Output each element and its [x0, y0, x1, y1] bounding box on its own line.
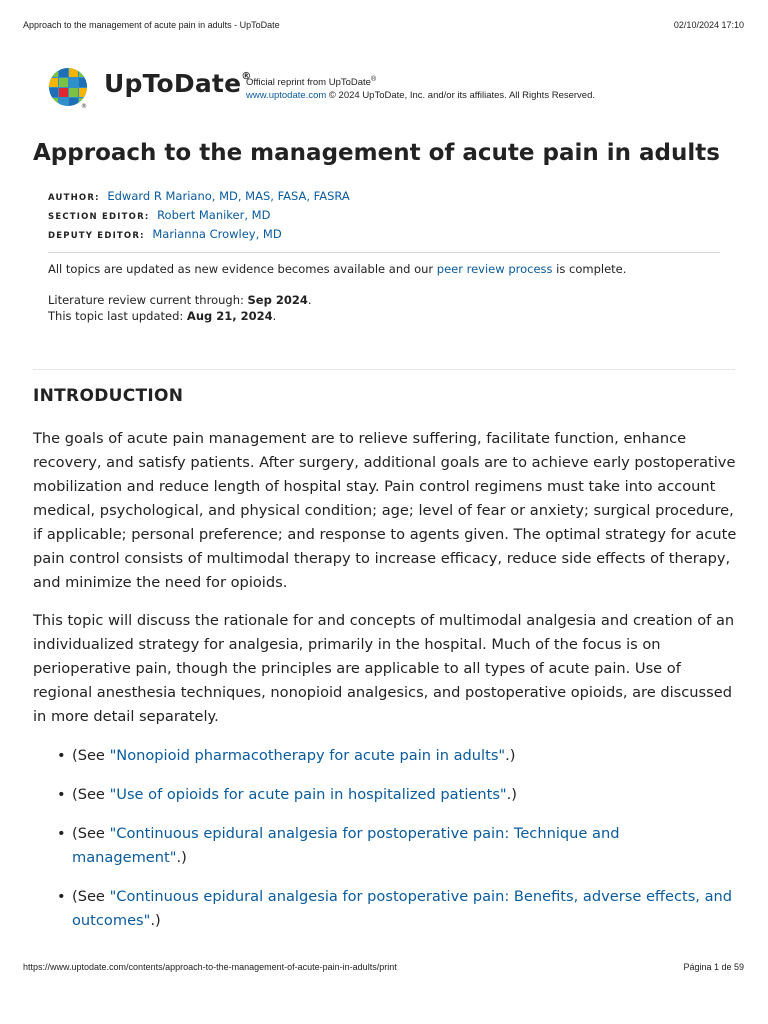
review-dates: [48, 292, 312, 324]
bullet: •: [57, 786, 66, 803]
see-suffix: .): [506, 786, 517, 803]
author-label: AUTHOR:: [48, 193, 100, 203]
print-footer-page: Página 1 de 59: [683, 962, 744, 972]
see-prefix: (See: [72, 747, 110, 764]
last-updated-line: [48, 308, 312, 324]
lit-review-label: Literature review current through:: [48, 293, 248, 307]
author-link[interactable]: Edward R Mariano, MD, MAS, FASA, FASRA: [107, 189, 350, 203]
update-notice: [48, 261, 626, 277]
see-suffix: .): [150, 912, 161, 929]
intro-paragraph-1: The goals of acute pain management are to relieve suffering, facilitate function, enhance recovery, and satisfy patients. After surgery, additional goals are to achieve early postoperative mobilization and reduce length of hospital stay. Pain control regimens must take into account medical, psychological, and physical condition; age; level of fear or anxiety; surgical procedure, if applicable; personal preference; and response to agents given. The optimal strategy for acute pain control consists of multimodal therapy to increase efficacy, reduce side effects of therapy, and minimize the need for opioids.: [33, 430, 737, 591]
print-footer: [23, 962, 744, 974]
section-editor-row: [48, 207, 350, 226]
bullet: •: [57, 747, 66, 764]
see-prefix: (See: [72, 825, 110, 842]
see-prefix: (See: [72, 786, 110, 803]
reprint-notice: [246, 73, 595, 102]
bullet: •: [57, 888, 66, 905]
print-header-title: Approach to the management of acute pain in adults - UpToDate: [23, 20, 280, 30]
deputy-editor-label: DEPUTY EDITOR:: [48, 231, 145, 241]
intro-paragraph-2: This topic will discuss the rationale for and concepts of multimodal analgesia and creation of an individualized strategy for analgesia, primarily in the hospital. Much of the focus is on perioperative pain, though the principles are applicable to all types of acute pain. Use of regional anesthesia techniques, nonopioid analgesics, and postoperative opioids, are discussed in more detail separately.: [33, 612, 735, 725]
uptodate-site-link[interactable]: www.uptodate.com: [246, 90, 327, 102]
copyright-text: © 2024 UpToDate, Inc. and/or its affiliates. All Rights Reserved.: [326, 90, 596, 102]
see-suffix: .): [505, 747, 516, 764]
see-also-item: [33, 744, 737, 768]
lit-review-period: .: [307, 293, 312, 307]
lit-review-line: [48, 292, 312, 308]
see-also-item: [33, 822, 737, 870]
uptodate-globe-icon: [47, 66, 91, 110]
bullet: •: [57, 825, 66, 842]
article-meta: [48, 188, 350, 245]
lit-review-date: Sep 2024: [247, 293, 308, 307]
copyright-line: [246, 89, 595, 102]
peer-review-link[interactable]: peer review process: [436, 262, 553, 276]
section-divider: [33, 369, 735, 370]
print-header: [23, 20, 744, 32]
section-editor-label: SECTION EDITOR:: [48, 212, 150, 222]
print-footer-url: https://www.uptodate.com/contents/approach-to-the-management-of-acute-pain-in-adults/print: [23, 962, 397, 972]
official-reprint-line: [246, 73, 595, 89]
uptodate-logo[interactable]: [47, 66, 252, 110]
see-link-opioids[interactable]: "Use of opioids for acute pain in hospitalized patients": [109, 786, 507, 803]
uptodate-wordmark: [104, 69, 251, 98]
notice-prefix: All topics are updated as new evidence becomes available and our: [48, 262, 437, 276]
see-prefix: (See: [72, 888, 110, 905]
wordmark-text: UpToDate: [104, 69, 242, 98]
section-editor-link[interactable]: Robert Maniker, MD: [157, 208, 271, 222]
article-title: Approach to the management of acute pain in adults: [33, 140, 720, 166]
official-reprint-text: Official reprint from UpToDate: [246, 77, 371, 89]
deputy-editor-row: [48, 226, 350, 245]
see-also-item: [33, 885, 737, 933]
notice-suffix: is complete.: [552, 262, 627, 276]
last-updated-date: Aug 21, 2024: [186, 309, 273, 323]
introduction-heading: INTRODUCTION: [33, 386, 184, 406]
last-updated-label: This topic last updated:: [48, 309, 187, 323]
wordmark-registered: ®: [241, 71, 252, 82]
see-also-list: [33, 744, 737, 948]
see-also-item: [33, 783, 737, 807]
deputy-editor-link[interactable]: Marianna Crowley, MD: [152, 227, 282, 241]
see-link-epidural-technique[interactable]: "Continuous epidural analgesia for postoperative pain: Technique and management": [72, 825, 620, 866]
author-row: [48, 188, 350, 207]
see-suffix: .): [176, 849, 187, 866]
print-header-datetime: 02/10/2024 17:10: [673, 20, 744, 30]
official-reprint-registered: ®: [370, 76, 377, 83]
svg-text:®: ®: [81, 103, 87, 110]
last-updated-period: .: [272, 309, 277, 323]
see-link-nonopioid[interactable]: "Nonopioid pharmacotherapy for acute pain in adults": [109, 747, 506, 764]
see-link-epidural-outcomes[interactable]: "Continuous epidural analgesia for postoperative pain: Benefits, adverse effects, and outcomes": [72, 888, 733, 929]
meta-divider: [48, 252, 720, 253]
